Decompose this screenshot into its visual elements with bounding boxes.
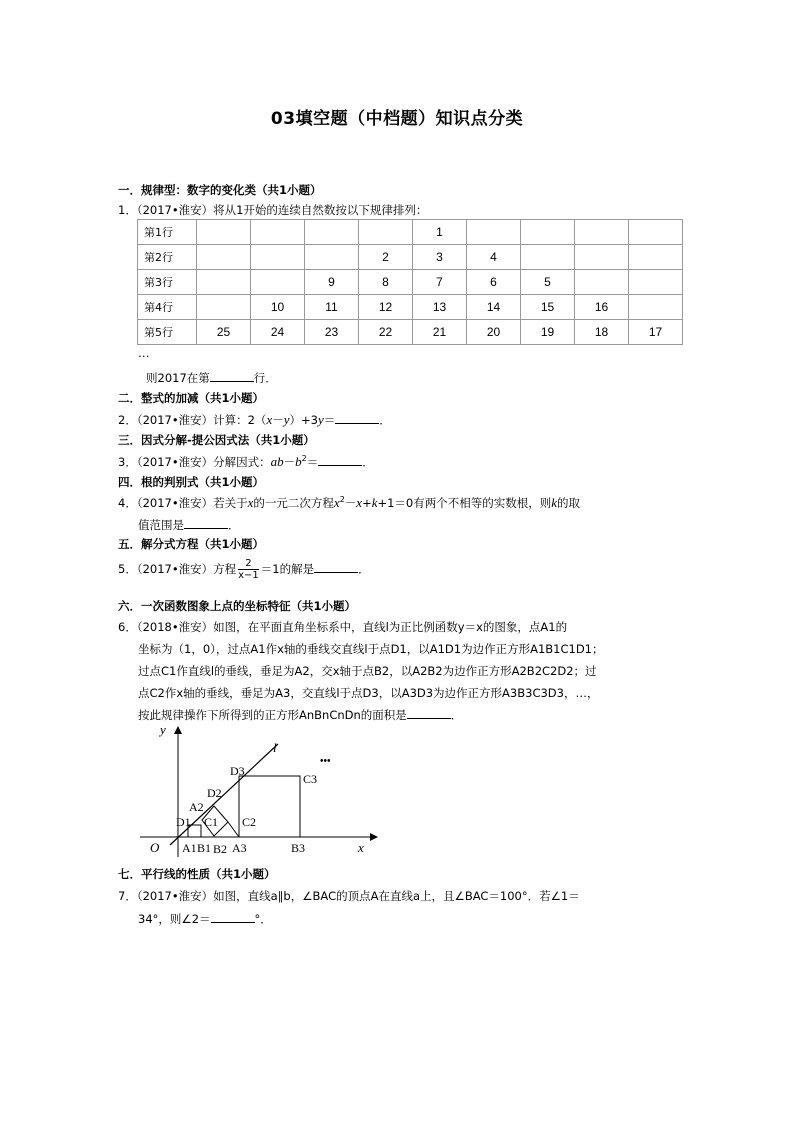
table-cell: 15 xyxy=(521,295,575,320)
table-cell: 20 xyxy=(467,320,521,345)
table-cell: 10 xyxy=(251,295,305,320)
table-cell: 18 xyxy=(575,320,629,345)
var-x: x xyxy=(356,495,363,510)
var-ab: ab xyxy=(270,454,284,469)
fraction-denominator: x−1 xyxy=(238,570,259,581)
question-4-pre: 4．（2017•淮安）若关于 xyxy=(118,496,248,510)
question-2-mid: ）+3 xyxy=(289,413,318,427)
exponent: 2 xyxy=(301,454,307,464)
answer-blank-4[interactable] xyxy=(184,516,228,529)
fraction xyxy=(238,558,259,581)
table-cell xyxy=(305,245,359,270)
question-4-line-2 xyxy=(138,516,240,533)
answer-blank-3[interactable] xyxy=(318,453,362,466)
question-1-ask-pre: 则2017在第 xyxy=(146,371,210,385)
question-3 xyxy=(118,453,374,470)
table-cell: 3 xyxy=(413,245,467,270)
question-1-ask xyxy=(146,369,277,386)
question-6-line-5-text: 按此规律操作下所得到的正方形AnBnCnDn的面积是 xyxy=(138,708,407,722)
table-cell xyxy=(575,245,629,270)
var-x: x xyxy=(247,495,254,510)
question-7-line-2 xyxy=(138,910,272,927)
label-d2: D2 xyxy=(207,786,222,800)
label-x: x xyxy=(358,840,364,855)
table-cell xyxy=(251,220,305,245)
table-cell xyxy=(575,270,629,295)
table-row xyxy=(138,295,683,320)
section-heading-7: 七．平行线的性质（共1小题） xyxy=(118,867,276,881)
section-heading-5: 五．解分式方程（共1小题） xyxy=(118,537,265,551)
table-cell xyxy=(197,270,251,295)
label-o: O xyxy=(150,840,160,855)
section-heading-4: 四．根的判别式（共1小题） xyxy=(118,475,265,489)
section-heading-3: 三．因式分解-提公因式法（共1小题） xyxy=(118,433,315,447)
number-pattern-table xyxy=(137,219,683,345)
section-heading-6: 六．一次函数图象上点的坐标特征（共1小题） xyxy=(118,599,356,613)
table-cell: 24 xyxy=(251,320,305,345)
var-k: k xyxy=(551,495,558,510)
table-row xyxy=(138,320,683,345)
question-6-line-2: 坐标为（1，0），过点A1作x轴的垂线交直线l于点D1，以A1D1为边作正方形A1B1C1D1； xyxy=(138,642,604,656)
label-b2: B2 xyxy=(213,842,228,856)
row-label: 第1行 xyxy=(138,220,197,245)
table-cell xyxy=(629,220,683,245)
table-cell: 1 xyxy=(413,220,467,245)
question-1-stem: 1．（2017•淮安）将从1开始的连续自然数按以下规律排列： xyxy=(118,203,428,217)
table-cell xyxy=(251,245,305,270)
table-cell: 22 xyxy=(359,320,413,345)
question-6-line-4: 点C2作x轴的垂线，垂足为A3，交直线l于点D3，以A3D3为边作正方形A3B3C3D3，…， xyxy=(138,686,599,700)
label-d1: D1 xyxy=(176,815,191,829)
table-cell xyxy=(197,220,251,245)
table-row xyxy=(138,220,683,245)
question-5-post: ＝1的解是 xyxy=(260,562,315,576)
row-label: 第4行 xyxy=(138,295,197,320)
question-6-end: ． xyxy=(450,708,463,722)
exponent: 2 xyxy=(339,495,345,505)
table-cell: 6 xyxy=(467,270,521,295)
question-7-line-2-pre: 34°，则∠2＝ xyxy=(138,912,211,926)
row-label: 第5行 xyxy=(138,320,197,345)
table-cell xyxy=(467,220,521,245)
label-a2: A2 xyxy=(189,800,204,814)
row-label: 第2行 xyxy=(138,245,197,270)
label-a1: A1 xyxy=(182,841,197,855)
label-b1: B1 xyxy=(197,841,212,855)
table-cell: 8 xyxy=(359,270,413,295)
equals-sign: ＝ xyxy=(306,455,319,469)
label-c3: C3 xyxy=(303,772,318,786)
table-cell: 23 xyxy=(305,320,359,345)
question-2-pre: 2．（2017•淮安）计算：2（ xyxy=(118,413,267,427)
label-continuation: ••• xyxy=(320,756,331,767)
var-y: y xyxy=(317,412,324,427)
table-cell xyxy=(629,295,683,320)
table-cell xyxy=(521,245,575,270)
minus-sign: － xyxy=(283,455,296,469)
label-c1: C1 xyxy=(204,815,219,829)
label-d3: D3 xyxy=(230,764,245,778)
question-4-rest: +1＝0有两个不相等的实数根，则 xyxy=(377,496,552,510)
question-4-line-1 xyxy=(118,495,580,511)
question-2 xyxy=(118,411,391,428)
label-b3: B3 xyxy=(291,841,306,855)
page-title: 03填空题（中档题）知识点分类 xyxy=(270,109,524,129)
question-6-line-3: 过点C1作直线l的垂线，垂足为A2，交x轴于点B2，以A2B2为边作正方形A2B2C2D2；过 xyxy=(138,664,597,678)
table-cell: 19 xyxy=(521,320,575,345)
line-l xyxy=(170,744,278,845)
square-sequence-figure xyxy=(130,722,380,862)
answer-blank-2[interactable] xyxy=(335,411,379,424)
table-cell xyxy=(197,245,251,270)
table-cell xyxy=(629,245,683,270)
table-cell: 12 xyxy=(359,295,413,320)
plus-sign: + xyxy=(362,496,372,510)
y-axis-arrow xyxy=(174,726,182,734)
answer-blank-7[interactable] xyxy=(211,910,255,923)
question-5-pre: 5．（2017•淮安）方程 xyxy=(118,562,237,576)
label-c2: C2 xyxy=(242,815,257,829)
question-4-line-2-text: 值范围是 xyxy=(138,518,184,532)
table-cell: 5 xyxy=(521,270,575,295)
table-cell: 11 xyxy=(305,295,359,320)
answer-blank-6[interactable] xyxy=(407,706,451,719)
table-cell xyxy=(629,270,683,295)
table-cell xyxy=(575,220,629,245)
table-cell: 4 xyxy=(467,245,521,270)
table-cell: 13 xyxy=(413,295,467,320)
table-cell xyxy=(251,270,305,295)
question-3-end: ． xyxy=(362,455,374,469)
question-6-line-5 xyxy=(138,706,462,723)
var-y: y xyxy=(283,412,290,427)
table-cell xyxy=(197,295,251,320)
table-cell: 25 xyxy=(197,320,251,345)
table-cell: 21 xyxy=(413,320,467,345)
row-label: 第3行 xyxy=(138,270,197,295)
question-4-mid: 的一元二次方程 xyxy=(253,496,334,510)
label-y: y xyxy=(160,722,166,737)
var-x: x xyxy=(333,495,340,510)
table-cell: 2 xyxy=(359,245,413,270)
x-axis-arrow xyxy=(370,833,378,841)
label-a3: A3 xyxy=(232,841,247,855)
table-cell: 17 xyxy=(629,320,683,345)
minus-sign: － xyxy=(272,413,284,427)
table-row xyxy=(138,245,683,270)
table-cell xyxy=(359,220,413,245)
table-cell: 16 xyxy=(575,295,629,320)
section-heading-2: 二．整式的加减（共1小题） xyxy=(118,391,265,405)
question-6-line-1: 6．（2018•淮安）如图，在平面直角坐标系中，直线l为正比例函数y＝x的图象，点A1的 xyxy=(118,620,568,634)
table-ellipsis: … xyxy=(138,346,150,360)
table-cell: 7 xyxy=(413,270,467,295)
question-1-ask-post: 行． xyxy=(253,371,277,385)
section-heading-1: 一．规律型：数字的变化类（共1小题） xyxy=(118,183,322,197)
fraction-numerator: 2 xyxy=(238,558,259,570)
var-k: k xyxy=(371,495,378,510)
question-4-end: ． xyxy=(228,518,240,532)
table-cell xyxy=(521,220,575,245)
answer-blank-1[interactable] xyxy=(210,369,254,382)
table-cell: 9 xyxy=(305,270,359,295)
question-2-end: ． xyxy=(379,413,391,427)
var-x: x xyxy=(266,412,273,427)
var-b: b xyxy=(295,454,302,469)
table-row xyxy=(138,270,683,295)
question-3-pre: 3．（2017•淮安）分解因式： xyxy=(118,455,271,469)
line-c1-b2 xyxy=(228,822,239,837)
question-5 xyxy=(118,558,370,581)
question-7-line-1: 7．（2017•淮安）如图，直线a∥b，∠BAC的顶点A在直线a上，且∠BAC＝100°．若∠1＝ xyxy=(118,889,580,903)
label-l: l xyxy=(273,740,277,755)
equals-sign: ＝ xyxy=(323,413,336,427)
question-4-tail: 的取 xyxy=(557,496,581,510)
table-cell: 14 xyxy=(467,295,521,320)
question-5-end: ． xyxy=(358,562,370,576)
question-7-line-2-post: °． xyxy=(254,912,272,926)
minus-sign: － xyxy=(344,496,357,510)
answer-blank-5[interactable] xyxy=(314,560,358,573)
table-cell xyxy=(305,220,359,245)
